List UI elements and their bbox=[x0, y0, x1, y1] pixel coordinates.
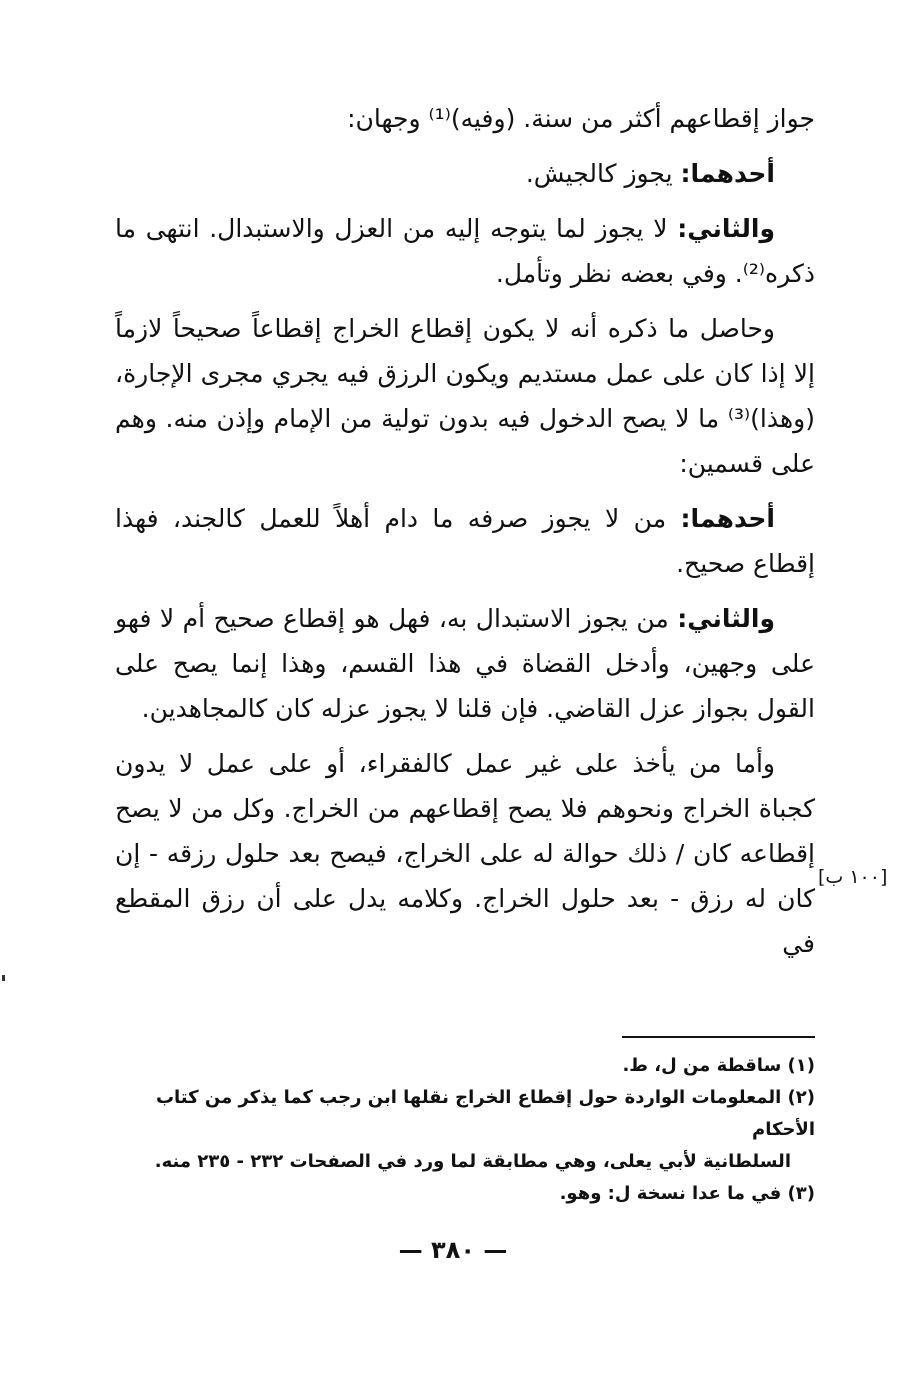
paragraph-lead: أحدهما: bbox=[680, 504, 775, 533]
paragraph-lead: والثاني: bbox=[677, 604, 775, 633]
footnote-continuation: السلطانية لأبي يعلى، وهي مطابقة لما ورد في الصفحات ٢٣٢ - ٢٣٥ منه. bbox=[154, 1151, 791, 1172]
paragraph-text: من لا يجوز صرفه ما دام أهلاً للعمل كالجند، فهذا إقطاع صحيح. bbox=[115, 504, 815, 578]
footnote-separator bbox=[622, 1036, 815, 1038]
paragraph-text: لا يجوز لما يتوجه إليه من العزل والاستبدال. انتهى ما ذكره⁽²⁾. وفي بعضه نظر وتأمل. bbox=[115, 214, 815, 288]
paragraph bbox=[115, 306, 815, 486]
page-number: — ٣٨٠ — bbox=[398, 1236, 508, 1264]
paragraph bbox=[115, 496, 815, 586]
scan-mark bbox=[2, 975, 5, 981]
footnote: (٢) المعلومات الواردة حول إقطاع الخراج نقلها ابن رجب كما يذكر من كتاب الأحكام bbox=[155, 1087, 815, 1140]
margin-folio-note: [١٠٠ ب] bbox=[818, 866, 888, 888]
paragraph bbox=[115, 206, 815, 296]
footnotes bbox=[115, 1050, 815, 1210]
paragraph bbox=[115, 741, 815, 966]
paragraph-text: وأما من يأخذ على غير عمل كالفقراء، أو على عمل لا يدون كجباة الخراج ونحوهم فلا يصح إقطاعهم من الخراج. وكل من لا يصح إقطاعه كان / ذلك حوالة له على الخراج، فيصح بعد حلول رزقه - إن كان له رزق - بعد حلول الخراج. وكلامه يدل على أن رزق المقطع في bbox=[115, 749, 815, 958]
paragraph-lead: والثاني: bbox=[677, 214, 775, 243]
paragraph-text: يجوز كالجيش. bbox=[525, 159, 681, 188]
paragraph bbox=[115, 596, 815, 731]
paragraph-text: وحاصل ما ذكره أنه لا يكون إقطاع الخراج إقطاعاً صحيحاً لازماً إلا إذا كان على عمل مستديم ويكون الرزق فيه يجري مجرى الإجارة، (وهذا)⁽³⁾ ما لا يصح الدخول فيه بدون تولية من الإمام وإذن منه. وهم على قسمين: bbox=[115, 314, 815, 478]
main-text bbox=[115, 96, 815, 976]
paragraph bbox=[115, 151, 815, 196]
paragraph-text: جواز إقطاعهم أكثر من سنة. (وفيه)⁽¹⁾ وجهان: bbox=[347, 104, 815, 133]
paragraph bbox=[115, 96, 815, 141]
footnote: (١) ساقطة من ل، ط. bbox=[622, 1055, 815, 1076]
paragraph-text: من يجوز الاستبدال به، فهل هو إقطاع صحيح أم لا فهو على وجهين، وأدخل القضاة في هذا القسم، وهذا إنما يصح على القول بجواز عزل القاضي. فإن قلنا لا يجوز عزله كان كالمجاهدين. bbox=[115, 604, 815, 723]
paragraph-lead: أحدهما: bbox=[680, 159, 775, 188]
footnote: (٣) في ما عدا نسخة ل: وهو. bbox=[559, 1183, 815, 1204]
